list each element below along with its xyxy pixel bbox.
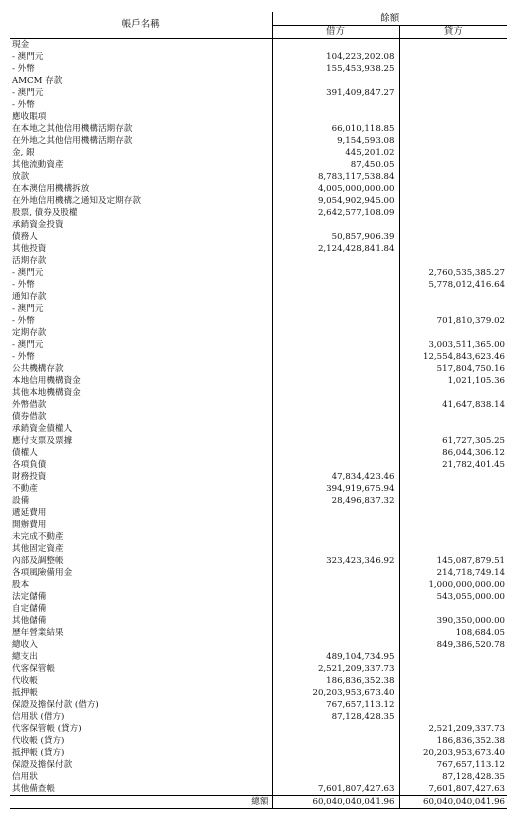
- table-row: [10, 591, 507, 603]
- total-credit: 60,040,040,041.96: [399, 796, 507, 809]
- table-row: [10, 183, 507, 195]
- debit-cell: [272, 423, 399, 435]
- debit-cell: [272, 411, 399, 423]
- account-name-cell: 本地信用機構資金: [10, 375, 272, 387]
- table-row: [10, 363, 507, 375]
- credit-cell: 12,554,843,623.46: [423, 352, 506, 362]
- credit-cell: [399, 135, 507, 147]
- credit-header: 貸方: [399, 26, 507, 39]
- table-row: [10, 435, 507, 447]
- account-name-cell: 各項負債: [10, 459, 272, 471]
- debit-cell: [272, 579, 399, 591]
- table-row: [10, 339, 507, 351]
- table-row: [10, 711, 507, 723]
- account-name-cell: - 外幣: [10, 279, 272, 291]
- table-row: [10, 219, 507, 231]
- table-row: [10, 447, 507, 459]
- debit-cell: 4,005,000,000.00: [272, 183, 399, 195]
- table-row: [10, 651, 507, 663]
- debit-cell: [272, 735, 399, 747]
- account-name-cell: 活期存款: [10, 255, 272, 267]
- account-name-cell: 內部及調整帳: [10, 555, 272, 567]
- table-row: [10, 99, 507, 111]
- table-row: [10, 567, 507, 579]
- debit-cell: [272, 627, 399, 639]
- credit-cell: 849,386,520.78: [436, 640, 506, 650]
- debit-header: 借方: [272, 26, 399, 39]
- credit-cell: 86,044,306.12: [442, 448, 506, 458]
- credit-cell: 1,021,105.36: [447, 376, 506, 386]
- table-row: [10, 699, 507, 711]
- table-row: [10, 51, 507, 63]
- table-row: [10, 579, 507, 591]
- credit-cell: [399, 219, 507, 231]
- debit-cell: 9,054,902,945.00: [272, 195, 399, 207]
- debit-cell: 155,453,938.25: [272, 63, 399, 75]
- account-name-cell: 債券借款: [10, 411, 272, 423]
- debit-cell: [272, 327, 399, 339]
- credit-cell: [399, 411, 507, 423]
- credit-cell: [399, 327, 507, 339]
- credit-cell: [399, 39, 507, 52]
- credit-cell: [399, 291, 507, 303]
- debit-cell: [272, 315, 399, 327]
- debit-cell: [272, 303, 399, 315]
- debit-cell: 2,642,577,108.09: [272, 207, 399, 219]
- credit-cell: [399, 507, 507, 519]
- account-name-cell: 定期存款: [10, 327, 272, 339]
- debit-cell: [272, 615, 399, 627]
- table-row: [10, 63, 507, 75]
- table-row: [10, 267, 507, 279]
- account-name-cell: 代收帳 (貸方): [10, 735, 272, 747]
- table-row: [10, 399, 507, 411]
- table-row: [10, 39, 507, 52]
- credit-cell: 390,350,000.00: [436, 616, 506, 626]
- total-label: 總額: [10, 796, 272, 809]
- account-name-cell: 其他流動資產: [10, 159, 272, 171]
- debit-cell: [272, 99, 399, 111]
- credit-cell: [399, 387, 507, 399]
- account-name-cell: 自定儲備: [10, 603, 272, 615]
- credit-cell: [399, 687, 507, 699]
- table-row: [10, 459, 507, 471]
- debit-cell: 47,834,423.46: [272, 471, 399, 483]
- debit-cell: [272, 759, 399, 771]
- debit-cell: 28,496,837.32: [272, 495, 399, 507]
- credit-cell: 3,003,511,365.00: [428, 340, 506, 350]
- account-name-cell: 不動產: [10, 483, 272, 495]
- debit-cell: [272, 639, 399, 651]
- table-row: [10, 315, 507, 327]
- debit-cell: 186,836,352.38: [272, 675, 399, 687]
- account-name-cell: - 澳門元: [10, 87, 272, 99]
- account-name-cell: 通知存款: [10, 291, 272, 303]
- table-row: [10, 147, 507, 159]
- account-name-cell: 代收帳: [10, 675, 272, 687]
- account-name-cell: 其他投資: [10, 243, 272, 255]
- table-row: [10, 243, 507, 255]
- debit-cell: [272, 459, 399, 471]
- account-name-cell: 公共機構存款: [10, 363, 272, 375]
- credit-cell: [399, 51, 507, 63]
- table-row: [10, 195, 507, 207]
- debit-cell: [272, 351, 399, 363]
- account-name-header: 帳戶名稱: [10, 12, 272, 39]
- table-row: [10, 495, 507, 507]
- credit-cell: [399, 123, 507, 135]
- credit-cell: 145,087,879.51: [436, 556, 506, 566]
- credit-cell: [399, 87, 507, 99]
- debit-cell: 87,128,428.35: [272, 711, 399, 723]
- debit-cell: 2,521,209,337.73: [272, 663, 399, 675]
- debit-cell: 445,201.02: [272, 147, 399, 159]
- credit-cell: 1,000,000,000.00: [428, 580, 506, 590]
- credit-cell: [399, 75, 507, 87]
- credit-cell: 543,055,000.00: [436, 592, 506, 602]
- credit-cell: [399, 63, 507, 75]
- debit-cell: 7,601,807,427.63: [272, 783, 399, 796]
- credit-cell: 87,128,428.35: [442, 772, 506, 782]
- credit-cell: [399, 99, 507, 111]
- credit-cell: 108,684.05: [455, 628, 506, 638]
- debit-cell: [272, 543, 399, 555]
- credit-cell: 7,601,807,427.63: [399, 783, 507, 796]
- credit-cell: [399, 675, 507, 687]
- account-name-cell: 債權人: [10, 447, 272, 459]
- table-row: [10, 723, 507, 735]
- table-row: [10, 255, 507, 267]
- debit-cell: [272, 255, 399, 267]
- credit-cell: [399, 531, 507, 543]
- credit-cell: [399, 603, 507, 615]
- table-row: [10, 771, 507, 783]
- table-row: [10, 543, 507, 555]
- account-name-cell: 在本澳信用機構拆放: [10, 183, 272, 195]
- debit-cell: 66,010,118.85: [272, 123, 399, 135]
- debit-cell: [272, 291, 399, 303]
- table-row: [10, 159, 507, 171]
- credit-cell: [399, 483, 507, 495]
- debit-cell: 8,783,117,538.84: [272, 171, 399, 183]
- credit-cell: [399, 543, 507, 555]
- table-row: [10, 75, 507, 87]
- debit-cell: [272, 507, 399, 519]
- account-name-cell: 未完成不動產: [10, 531, 272, 543]
- account-name-cell: - 外幣: [10, 351, 272, 363]
- account-name-cell: 承銷資金債權人: [10, 423, 272, 435]
- debit-cell: [272, 723, 399, 735]
- table-row: [10, 231, 507, 243]
- debit-cell: 50,857,906.39: [272, 231, 399, 243]
- debit-cell: [272, 75, 399, 87]
- table-row: [10, 507, 507, 519]
- debit-cell: [272, 399, 399, 411]
- account-name-cell: - 澳門元: [10, 51, 272, 63]
- table-row: [10, 279, 507, 291]
- account-name-cell: AMCM 存款: [10, 75, 272, 87]
- account-name-cell: - 澳門元: [10, 303, 272, 315]
- debit-cell: [272, 39, 399, 52]
- table-row: [10, 615, 507, 627]
- credit-cell: [399, 183, 507, 195]
- trial-balance-sheet: [10, 12, 507, 809]
- total-debit: 60,040,040,041.96: [272, 796, 399, 809]
- account-name-cell: 其他儲備: [10, 615, 272, 627]
- account-name-cell: 現金: [10, 39, 272, 52]
- debit-cell: [272, 363, 399, 375]
- credit-cell: [399, 147, 507, 159]
- account-name-cell: 設備: [10, 495, 272, 507]
- credit-cell: 767,657,113.12: [436, 760, 506, 770]
- account-name-cell: 其他備查帳: [10, 783, 272, 796]
- account-name-cell: 外幣借款: [10, 399, 272, 411]
- table-row: [10, 291, 507, 303]
- account-name-cell: 總支出: [10, 651, 272, 663]
- total-row: [10, 796, 507, 809]
- credit-cell: 20,203,953,673.40: [423, 748, 506, 758]
- debit-cell: 323,423,346.92: [272, 555, 399, 567]
- debit-cell: 391,409,847.27: [272, 87, 399, 99]
- credit-cell: 21,782,401.45: [442, 460, 506, 470]
- table-row: [10, 303, 507, 315]
- credit-cell: [399, 231, 507, 243]
- debit-cell: [272, 111, 399, 123]
- credit-cell: [399, 195, 507, 207]
- account-name-cell: 在外地之其他信用機構活期存款: [10, 135, 272, 147]
- debit-cell: [272, 567, 399, 579]
- account-name-cell: 開辦費用: [10, 519, 272, 531]
- credit-cell: [399, 699, 507, 711]
- credit-cell: 2,521,209,337.73: [428, 724, 506, 734]
- table-row: [10, 87, 507, 99]
- account-name-cell: 股票, 債券及股權: [10, 207, 272, 219]
- debit-cell: [272, 375, 399, 387]
- account-name-cell: 財務投資: [10, 471, 272, 483]
- table-row: [10, 483, 507, 495]
- table-row: [10, 603, 507, 615]
- credit-cell: 701,810,379.02: [436, 316, 506, 326]
- credit-cell: [399, 663, 507, 675]
- table-row: [10, 783, 507, 796]
- account-name-cell: 在本地之其他信用機構活期存款: [10, 123, 272, 135]
- debit-cell: [272, 447, 399, 459]
- table-row: [10, 639, 507, 651]
- credit-cell: [399, 111, 507, 123]
- credit-cell: [399, 495, 507, 507]
- account-name-cell: 代客保管帳 (貸方): [10, 723, 272, 735]
- debit-cell: 394,919,675.94: [272, 483, 399, 495]
- credit-cell: 2,760,535,385.27: [428, 268, 506, 278]
- account-name-cell: 保證及擔保付款 (借方): [10, 699, 272, 711]
- table-row: [10, 387, 507, 399]
- credit-cell: 517,804,750.16: [436, 364, 506, 374]
- account-name-cell: 其他本地機構資金: [10, 387, 272, 399]
- account-name-cell: 應收賬項: [10, 111, 272, 123]
- table-row: [10, 747, 507, 759]
- credit-cell: [399, 711, 507, 723]
- table-row: [10, 663, 507, 675]
- debit-cell: [272, 591, 399, 603]
- account-name-cell: 在外地信用機構之通知及定期存款: [10, 195, 272, 207]
- table-row: [10, 375, 507, 387]
- debit-cell: [272, 339, 399, 351]
- debit-cell: [272, 519, 399, 531]
- debit-cell: [272, 531, 399, 543]
- account-name-cell: 各項風險備用金: [10, 567, 272, 579]
- account-name-cell: 歷年營業結果: [10, 627, 272, 639]
- table-row: [10, 171, 507, 183]
- account-name-cell: - 外幣: [10, 315, 272, 327]
- credit-cell: 186,836,352.38: [436, 736, 506, 746]
- credit-cell: [399, 207, 507, 219]
- account-name-cell: 債務人: [10, 231, 272, 243]
- account-name-cell: 承銷資金投資: [10, 219, 272, 231]
- table-row: [10, 555, 507, 567]
- credit-cell: 41,647,838.14: [442, 400, 506, 410]
- credit-cell: [399, 243, 507, 255]
- table-row: [10, 759, 507, 771]
- account-name-cell: - 澳門元: [10, 267, 272, 279]
- credit-cell: 61,727,305.25: [442, 436, 506, 446]
- credit-cell: [399, 519, 507, 531]
- table-row: [10, 687, 507, 699]
- account-name-cell: 法定儲備: [10, 591, 272, 603]
- debit-cell: [272, 771, 399, 783]
- table-header: [10, 12, 507, 39]
- table-row: [10, 135, 507, 147]
- account-name-cell: - 外幣: [10, 99, 272, 111]
- table-row: [10, 351, 507, 363]
- table-row: [10, 519, 507, 531]
- debit-cell: [272, 387, 399, 399]
- balance-header: 餘額: [272, 12, 507, 26]
- credit-cell: [399, 471, 507, 483]
- debit-cell: [272, 267, 399, 279]
- credit-cell: 5,778,012,416.64: [428, 280, 506, 290]
- account-name-cell: 代客保管帳: [10, 663, 272, 675]
- table-row: [10, 471, 507, 483]
- account-name-cell: - 外幣: [10, 63, 272, 75]
- table-row: [10, 111, 507, 123]
- debit-cell: 104,223,202.08: [272, 51, 399, 63]
- credit-cell: [399, 171, 507, 183]
- debit-cell: 9,154,593.08: [272, 135, 399, 147]
- account-name-cell: 總收入: [10, 639, 272, 651]
- debit-cell: 2,124,428,841.84: [272, 243, 399, 255]
- account-name-cell: 抵押帳 (貸方): [10, 747, 272, 759]
- account-name-cell: 抵押帳: [10, 687, 272, 699]
- debit-cell: 767,657,113.12: [272, 699, 399, 711]
- credit-cell: 214,718,749.14: [436, 568, 506, 578]
- account-name-cell: - 澳門元: [10, 339, 272, 351]
- table-row: [10, 123, 507, 135]
- debit-cell: [272, 603, 399, 615]
- debit-cell: 489,104,734.95: [272, 651, 399, 663]
- table-row: [10, 411, 507, 423]
- debit-cell: [272, 279, 399, 291]
- table-body: [10, 39, 507, 796]
- debit-cell: [272, 219, 399, 231]
- debit-cell: 20,203,953,673.40: [272, 687, 399, 699]
- table-row: [10, 327, 507, 339]
- account-name-cell: 遞延費用: [10, 507, 272, 519]
- table-row: [10, 423, 507, 435]
- credit-cell: [399, 255, 507, 267]
- debit-cell: [272, 747, 399, 759]
- table-row: [10, 531, 507, 543]
- credit-cell: [399, 159, 507, 171]
- credit-cell: [399, 651, 507, 663]
- account-name-cell: 保證及擔保付款: [10, 759, 272, 771]
- table-row: [10, 207, 507, 219]
- table-row: [10, 675, 507, 687]
- credit-cell: [399, 303, 507, 315]
- debit-cell: [272, 435, 399, 447]
- account-name-cell: 應付支票及票據: [10, 435, 272, 447]
- credit-cell: [399, 423, 507, 435]
- trial-balance-table: [10, 12, 507, 809]
- account-name-cell: 金, 銀: [10, 147, 272, 159]
- debit-cell: 87,450.05: [272, 159, 399, 171]
- table-row: [10, 627, 507, 639]
- account-name-cell: 放款: [10, 171, 272, 183]
- account-name-cell: 信用狀 (借方): [10, 711, 272, 723]
- account-name-cell: 股本: [10, 579, 272, 591]
- account-name-cell: 其他固定資產: [10, 543, 272, 555]
- account-name-cell: 信用狀: [10, 771, 272, 783]
- table-row: [10, 735, 507, 747]
